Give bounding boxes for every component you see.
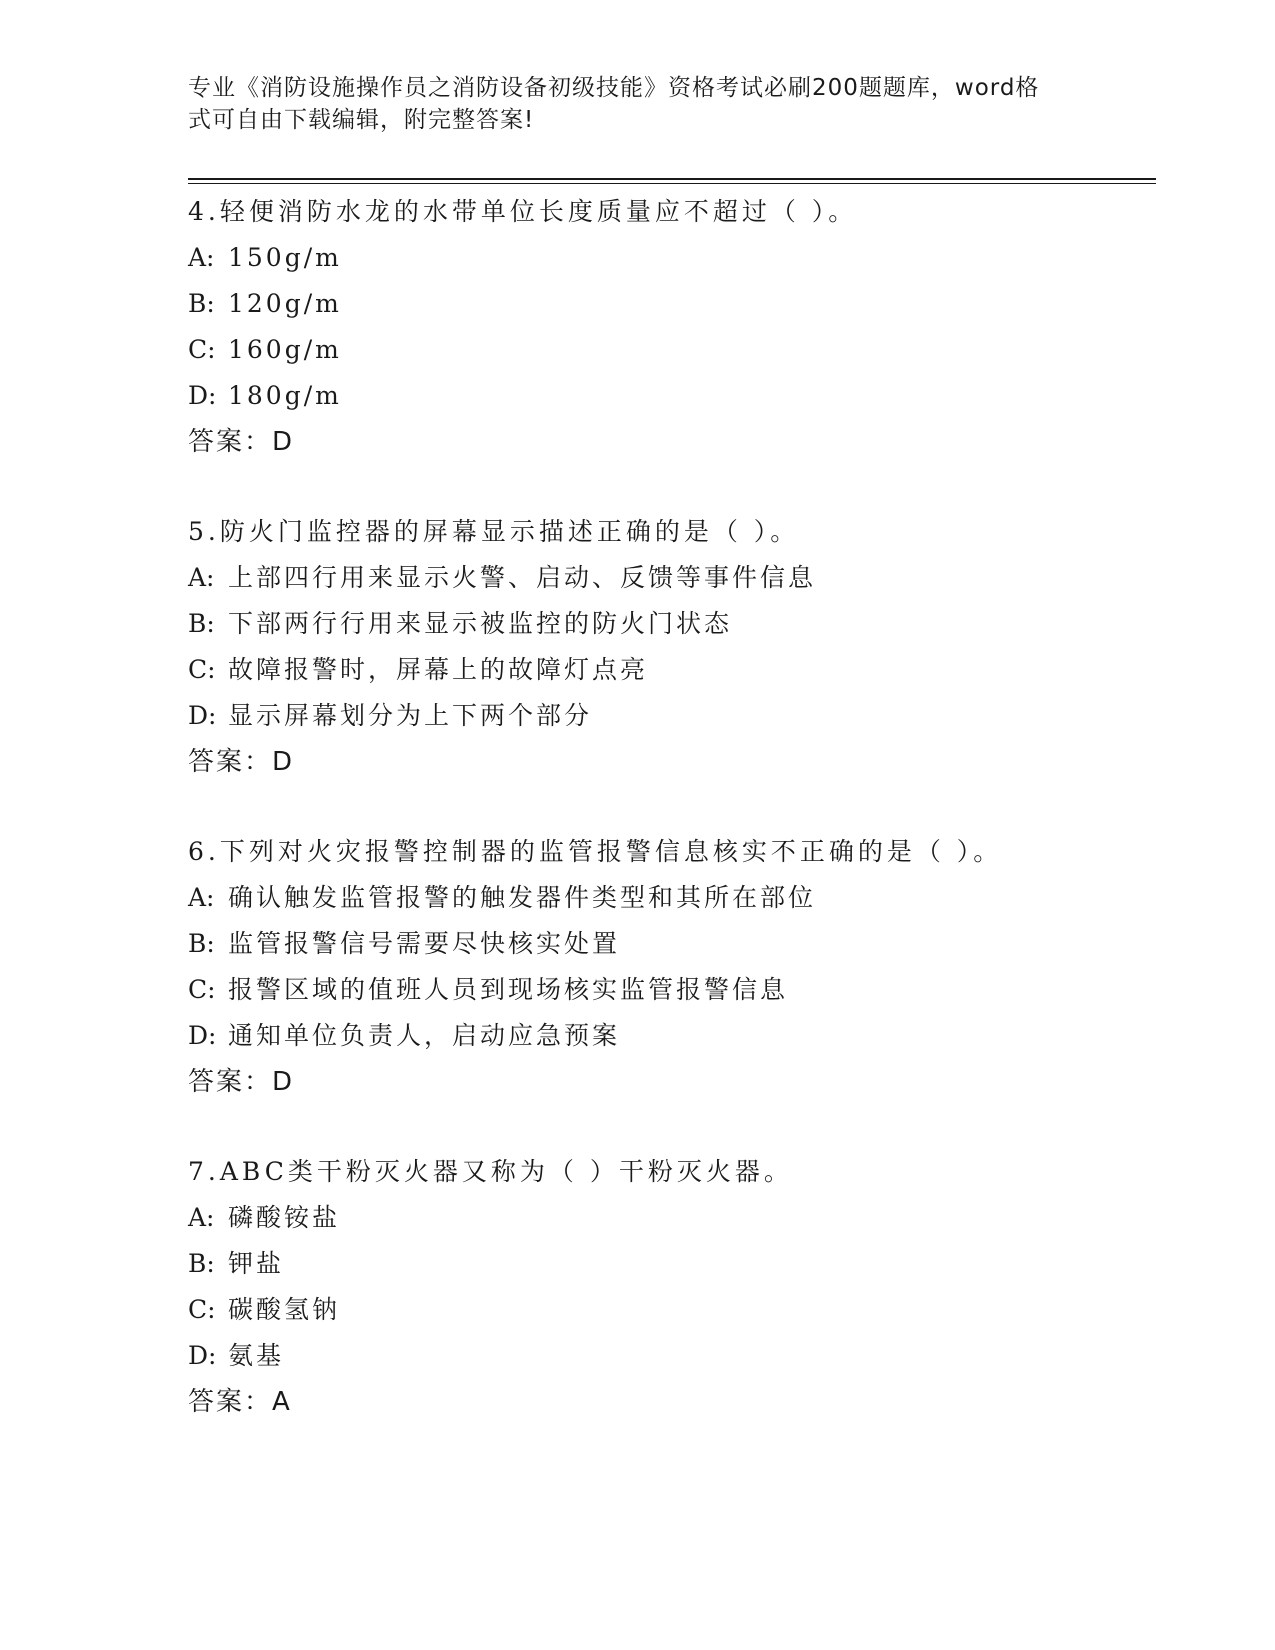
option-letter: B: bbox=[188, 929, 215, 958]
option-letter: D: bbox=[188, 701, 217, 730]
option-text: 180g/m bbox=[228, 381, 342, 410]
option-text: 故障报警时，屏幕上的故障灯点亮 bbox=[228, 655, 649, 684]
option-letter: C: bbox=[188, 1295, 216, 1324]
option-c bbox=[188, 967, 1148, 1013]
header-line-1: 专业《消防设施操作员之消防设备初级技能》资格考试必刷200题题库，word格 bbox=[188, 75, 1040, 101]
option-b bbox=[188, 1241, 1148, 1287]
question-5 bbox=[188, 509, 1148, 785]
option-letter: C: bbox=[188, 335, 216, 364]
question-stem: 4.轻便消防水龙的水带单位长度质量应不超过（ ）。 bbox=[188, 197, 858, 226]
option-letter: C: bbox=[188, 655, 216, 684]
option-letter: A: bbox=[188, 1203, 215, 1232]
option-letter: B: bbox=[188, 609, 215, 638]
answer-line: 答案：D bbox=[188, 1067, 295, 1097]
option-d bbox=[188, 1333, 1148, 1379]
option-letter: D: bbox=[188, 1021, 217, 1050]
question-stem: 5.防火门监控器的屏幕显示描述正确的是（ ）。 bbox=[188, 517, 800, 546]
option-text: 氨基 bbox=[228, 1341, 285, 1370]
option-text: 显示屏幕划分为上下两个部分 bbox=[228, 701, 593, 730]
header-line-2: 式可自由下载编辑，附完整答案! bbox=[188, 107, 535, 133]
option-text: 碳酸氢钠 bbox=[228, 1295, 341, 1324]
question-7 bbox=[188, 1149, 1148, 1425]
option-d bbox=[188, 1013, 1148, 1059]
option-letter: D: bbox=[188, 1341, 217, 1370]
option-letter: A: bbox=[188, 883, 215, 912]
option-letter: D: bbox=[188, 381, 217, 410]
question-stem: 6.下列对火灾报警控制器的监管报警信息核实不正确的是（ ）。 bbox=[188, 837, 1003, 866]
option-letter: B: bbox=[188, 289, 215, 318]
option-b bbox=[188, 601, 1148, 647]
option-a bbox=[188, 555, 1148, 601]
question-4 bbox=[188, 189, 1148, 465]
option-c bbox=[188, 1287, 1148, 1333]
question-stem: 7.ABC类干粉灭火器又称为（ ）干粉灭火器。 bbox=[188, 1157, 793, 1186]
option-text: 钾盐 bbox=[228, 1249, 285, 1278]
option-text: 报警区域的值班人员到现场核实监管报警信息 bbox=[228, 975, 789, 1004]
answer-line: 答案：D bbox=[188, 747, 295, 777]
option-text: 通知单位负责人，启动应急预案 bbox=[228, 1021, 621, 1050]
answer-line: 答案：A bbox=[188, 1387, 292, 1417]
document-header bbox=[188, 72, 1068, 136]
option-d bbox=[188, 373, 1148, 419]
option-text: 120g/m bbox=[228, 289, 342, 318]
option-c bbox=[188, 647, 1148, 693]
option-text: 160g/m bbox=[228, 335, 342, 364]
question-6 bbox=[188, 829, 1148, 1105]
option-letter: B: bbox=[188, 1249, 215, 1278]
option-a bbox=[188, 875, 1148, 921]
answer-line: 答案：D bbox=[188, 427, 295, 457]
option-b bbox=[188, 921, 1148, 967]
option-text: 确认触发监管报警的触发器件类型和其所在部位 bbox=[228, 883, 817, 912]
option-text: 150g/m bbox=[228, 243, 342, 272]
option-letter: A: bbox=[188, 563, 215, 592]
option-a bbox=[188, 235, 1148, 281]
header-divider-bottom bbox=[188, 183, 1156, 184]
option-d bbox=[188, 693, 1148, 739]
option-a bbox=[188, 1195, 1148, 1241]
option-text: 监管报警信号需要尽快核实处置 bbox=[228, 929, 621, 958]
option-text: 磷酸铵盐 bbox=[228, 1203, 341, 1232]
header-divider-top bbox=[188, 178, 1156, 180]
option-letter: A: bbox=[188, 243, 215, 272]
option-text: 上部四行用来显示火警、启动、反馈等事件信息 bbox=[228, 563, 817, 592]
option-text: 下部两行行用来显示被监控的防火门状态 bbox=[228, 609, 733, 638]
option-letter: C: bbox=[188, 975, 216, 1004]
option-c bbox=[188, 327, 1148, 373]
option-b bbox=[188, 281, 1148, 327]
